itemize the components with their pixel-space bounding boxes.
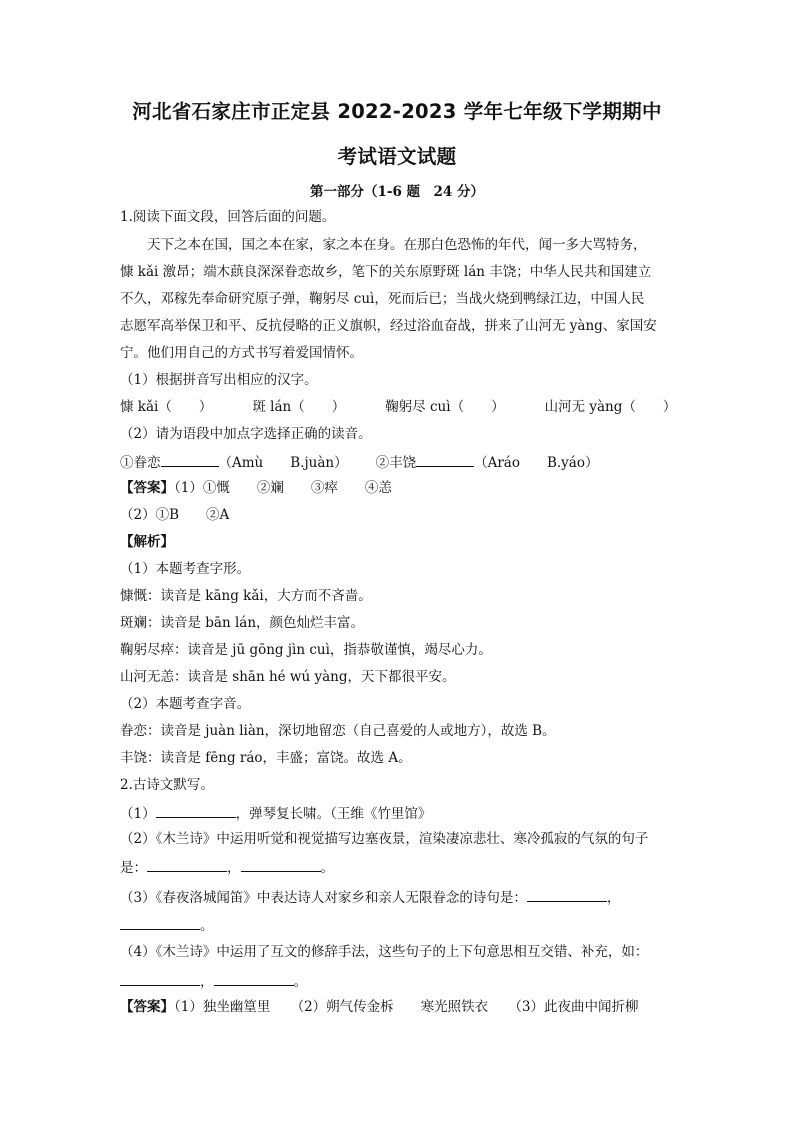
analysis-line-2: 慷慨：读音是 kāng kǎi，大方而不吝啬。 (120, 588, 372, 604)
passage-line-2: 慷 kǎi 激昂；端木蕻良深深眷恋故乡，笔下的关东原野斑 lán 丰饶；中华人民共和国建立 (120, 264, 652, 280)
item-2-comma: ， (227, 860, 241, 876)
item-3-blank-a[interactable] (527, 886, 607, 902)
item-1-blank[interactable] (156, 802, 236, 818)
answer-label-2: 【答案】 (120, 999, 174, 1015)
item-4-blank-a[interactable] (120, 970, 200, 986)
analysis-line-3: 斑斓：读音是 bān lán，颜色灿烂丰富。 (120, 615, 365, 631)
answer-line-1 (120, 478, 680, 498)
analysis-label: 【解析】 (120, 534, 174, 550)
pinyin-item-kai: 慷 kǎi（ ） (120, 399, 213, 415)
pinyin-items-row (120, 397, 680, 417)
pinyin-item-cui: 鞠躬尽 cuì（ ） (385, 399, 505, 415)
analysis-line-8: 丰饶：读音是 fēng ráo，丰盛；富饶。故选 A。 (120, 750, 412, 766)
analysis-line-5: 山河无恙：读音是 shān hé wú yàng，天下都很平安。 (120, 669, 456, 685)
analysis-line-1: （1）本题考查字形。 (120, 561, 251, 577)
question-2-item-2-line-2 (120, 856, 680, 878)
answer-label: 【答案】 (120, 480, 174, 496)
item-2-period: 。 (320, 860, 334, 876)
item-4-blank-b[interactable] (214, 970, 294, 986)
choice-2-blank[interactable] (416, 451, 474, 467)
item-1-number: （1） (120, 806, 156, 822)
item-4-comma: ， (200, 974, 214, 990)
analysis-line-4: 鞠躬尽瘁：读音是 jū gōng jìn cuì，指恭敬谨慎，竭尽心力。 (120, 642, 492, 658)
question-2-prompt: 2.古诗文默写。 (120, 777, 214, 793)
item-3-text: （3）《春夜洛城闻笛》中表达诗人对家乡和亲人无限眷念的诗句是： (120, 890, 527, 906)
choice-2-options: （Aráo B.yáo） (474, 455, 599, 471)
passage-line-3: 不久，邓稼先奉命研究原子弹，鞠躬尽 cuì，死而后已；当战火烧到鸭绿江边，中国人民 (120, 291, 645, 307)
item-2-blank-b[interactable] (241, 856, 321, 872)
passage-line-5: 宁。他们用自己的方式书写着爱国情怀。 (120, 345, 363, 361)
item-3-period: 。 (200, 918, 214, 934)
item-2-blank-a[interactable] (147, 856, 227, 872)
item-3-blank-b[interactable] (120, 914, 200, 930)
item-2-lead: 是： (120, 860, 147, 876)
question-2-item-4-line-1: （4）《木兰诗》中运用了互文的修辞手法，这些句子的上下句意思相互交错、补充，如： (120, 944, 649, 960)
item-4-period: 。 (293, 974, 307, 990)
question-2-answer (120, 997, 680, 1017)
question-2-item-3-line-1 (120, 886, 680, 908)
answer-line-2: （2）①B ②A (120, 507, 230, 523)
item-1-text: ，弹琴复长啸。（王维《竹里馆》 (235, 806, 432, 822)
choice-1-label: ①眷恋 (120, 455, 161, 471)
pinyin-item-lan: 斑 lán（ ） (252, 399, 346, 415)
answer-1-text: （1）①慨 ②斓 ③瘁 ④恙 (174, 480, 392, 496)
passage-line-4: 志愿军高举保卫和平、反抗侵略的正义旗帜，经过浴血奋战，拼来了山河无 yàng、家国安 (120, 318, 657, 334)
document-title-line-2: 考试语文试题 (337, 145, 457, 168)
question-2-item-1 (120, 802, 680, 824)
reading-choices-row (120, 451, 680, 473)
analysis-line-7: 眷恋：读音是 juàn liàn，深切地留恋（自己喜爱的人或地方），故选 B。 (120, 723, 556, 739)
question-2-item-3-line-2 (120, 914, 680, 936)
passage-line-1: 天下之本在国，国之本在家，家之本在身。在那白色恐怖的年代，闻一多大骂特务， (147, 237, 647, 253)
choice-1-options: （Amù B.juàn） (218, 455, 348, 471)
answer-2-text: （1）独坐幽篁里 （2）朔气传金柝 寒光照铁衣 （3）此夜曲中闻折柳 (174, 999, 639, 1015)
question-2-item-2-line-1: （2）《木兰诗》中运用听觉和视觉描写边塞夜景，渲染凄凉悲壮、寒冷孤寂的气氛的句子 (120, 831, 649, 847)
choice-2-label: ②丰饶 (375, 455, 417, 471)
question-2-item-4-line-2 (120, 970, 680, 992)
item-3-comma: ， (606, 890, 621, 906)
pinyin-item-yang: 山河无 yàng（ ） (544, 399, 677, 415)
question-1-prompt: 1.阅读下面文段，回答后面的问题。 (120, 209, 336, 225)
document-title-line-1: 河北省石家庄市正定县 2022-2023 学年七年级下学期期中 (132, 100, 662, 123)
subquestion-2: （2）请为语段中加点字选择正确的读音。 (120, 426, 372, 442)
subquestion-1: （1）根据拼音写出相应的汉字。 (120, 372, 318, 388)
section-heading: 第一部分（1-6 题 24 分） (309, 184, 485, 200)
choice-1-blank[interactable] (161, 451, 219, 467)
analysis-line-6: （2）本题考查字音。 (120, 696, 251, 712)
